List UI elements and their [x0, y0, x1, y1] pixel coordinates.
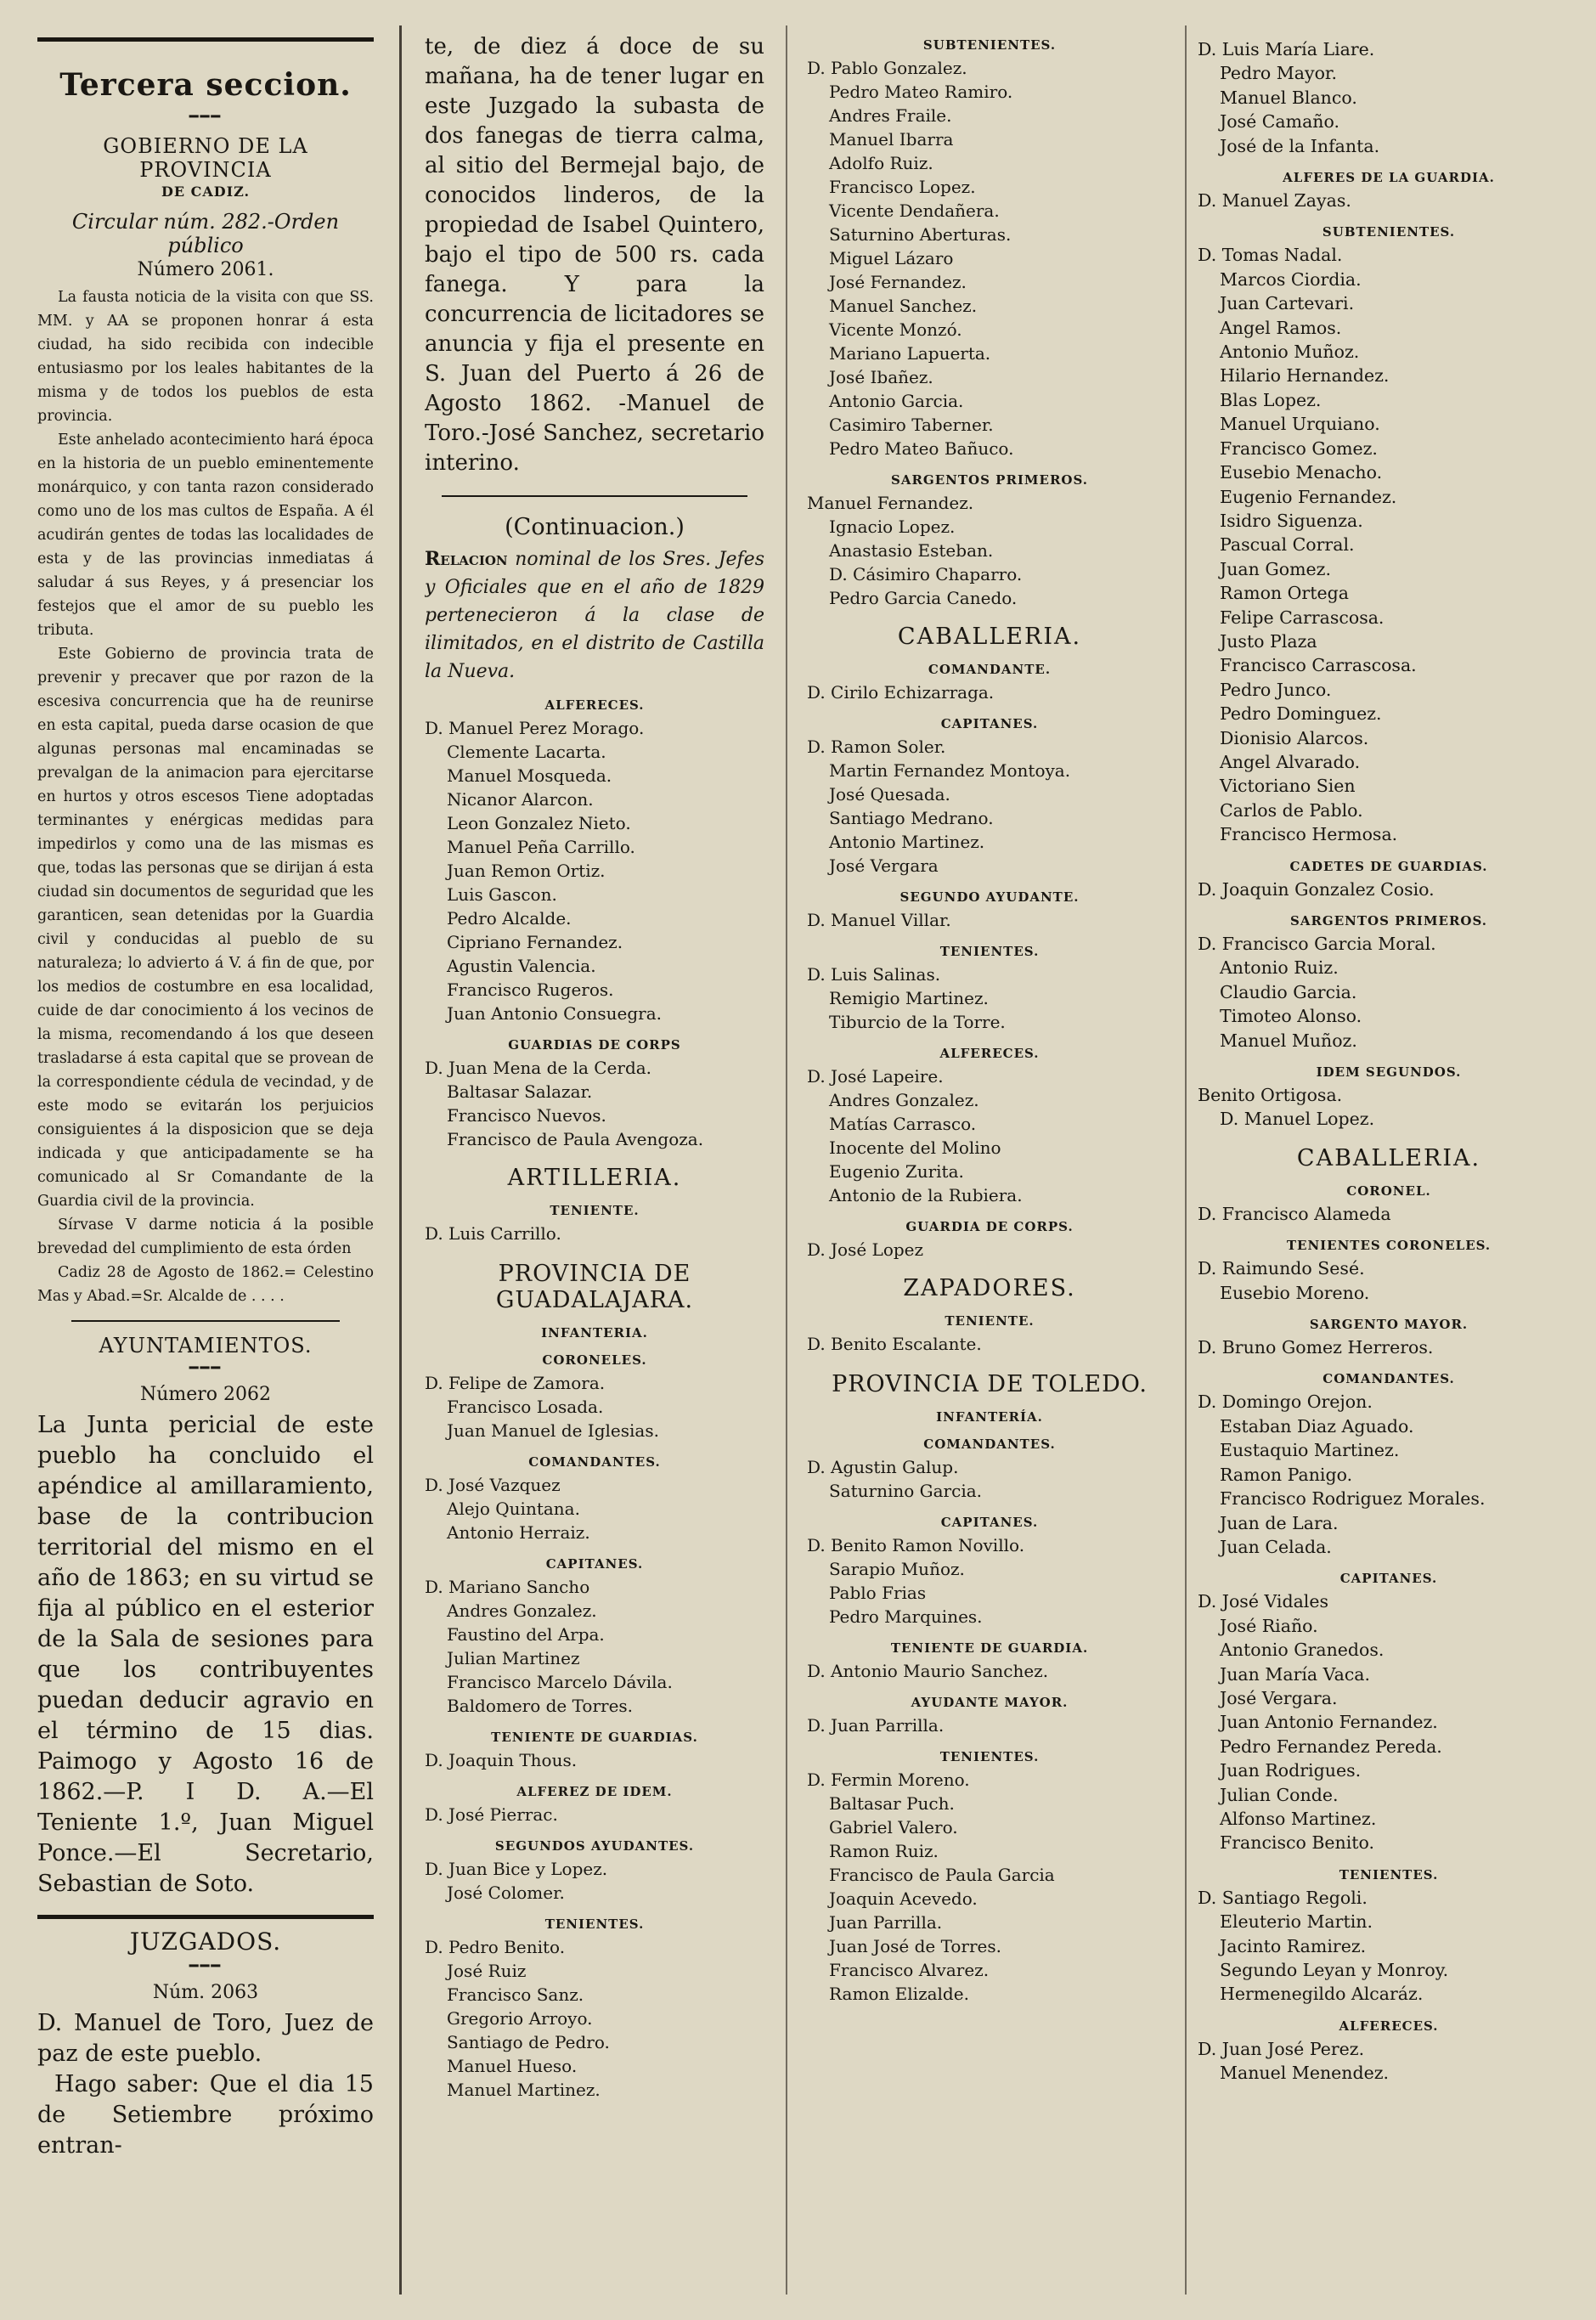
continuation-heading: (Continuacion.) — [505, 514, 685, 540]
paragraph: D. Manuel de Toro, Juez de paz de este pueblo. — [37, 2010, 374, 2067]
name-entry: Eugenio Zurita. — [829, 1161, 964, 1182]
name-entry: Ramon Elizalde. — [829, 1984, 969, 2004]
rank-heading: SEGUNDOS AYUDANTES. — [494, 1838, 695, 1854]
name-entry: José Ruiz — [447, 1961, 527, 1981]
name-entry: D. Benito Escalante. — [807, 1334, 982, 1354]
name-entry: Manuel Peña Carrillo. — [447, 837, 635, 857]
rank-heading: COMANDANTES. — [1322, 1371, 1455, 1387]
name-entry: Victoriano Sien — [1220, 776, 1356, 797]
paragraph: La fausta noticia de la visita con que SS. MM. y AA se proponen honrar á esta ciudad, ha sido recibida con indecible entusiasmo por los leales habitantes de la misma y de todos los pueblos de esta provincia. — [37, 289, 374, 425]
name-entry: Sarapio Muñoz. — [829, 1559, 965, 1579]
rank-heading: CAPITANES. — [940, 1515, 1039, 1530]
name-entry: Eleuterio Martin. — [1220, 1911, 1373, 1933]
name-entry: Matías Carrasco. — [829, 1114, 977, 1134]
rank-heading: CORONELES. — [542, 1352, 647, 1368]
name-entry: D. Raimundo Sesé. — [1198, 1258, 1365, 1279]
name-list — [807, 1455, 1172, 1503]
name-entry: D. José Vazquez — [425, 1475, 561, 1495]
rank-heading: CAPITANES. — [1339, 1571, 1438, 1587]
name-list — [807, 1659, 1172, 1683]
name-entry: Pedro Alcalde. — [447, 908, 572, 929]
rank-heading: COMANDANTE. — [928, 662, 1052, 677]
name-entry: Juan Cartevari. — [1220, 293, 1355, 314]
name-entry: Juan Manuel de Iglesias. — [447, 1420, 659, 1441]
ornament: ━━━ — [189, 1359, 223, 1377]
name-entry: Pedro Dominguez. — [1220, 703, 1382, 725]
name-entry: D. Cirilo Echizarraga. — [807, 682, 995, 703]
rank-heading: SARGENTOS PRIMEROS. — [890, 472, 1089, 488]
name-list — [1198, 2037, 1580, 2086]
column-rule — [786, 25, 787, 2295]
name-entry: Antonio Martinez. — [829, 832, 985, 852]
name-entry: Angel Ramos. — [1220, 317, 1342, 338]
name-entry: D. Santiago Regoli. — [1198, 1887, 1368, 1908]
name-entry: Francisco de Paula Garcia — [829, 1865, 1055, 1885]
name-entry: Antonio Herraiz. — [447, 1522, 590, 1543]
name-entry: D. Domingo Orejon. — [1198, 1391, 1373, 1413]
name-entry: Pedro Garcia Canedo. — [829, 588, 1018, 608]
name-entry: Julian Conde. — [1220, 1784, 1339, 1805]
name-entry: Martin Fernandez Montoya. — [829, 760, 1071, 781]
name-list — [1198, 1083, 1580, 1132]
rank-heading: TENIENTES. — [544, 1916, 645, 1932]
rank-heading: SUBTENIENTES. — [922, 37, 1057, 53]
rank-heading: CADETES DE GUARDIAS. — [1289, 858, 1488, 874]
name-entry: D. Felipe de Zamora. — [425, 1373, 606, 1393]
notice-number: Número 2061. — [137, 259, 274, 280]
name-list — [425, 1803, 764, 1826]
ayuntamientos-title: AYUNTAMIENTOS. — [99, 1334, 313, 1358]
section-rule — [37, 1915, 374, 1919]
rank-heading: CAPITANES. — [545, 1556, 644, 1572]
column-1 — [37, 32, 374, 2303]
name-entry: Pedro Mateo Bañuco. — [829, 438, 1014, 459]
column-rule — [399, 25, 402, 2295]
name-entry: D. Agustin Galup. — [807, 1457, 959, 1477]
name-list — [1198, 243, 1580, 846]
name-entry: Alejo Quintana. — [447, 1499, 580, 1519]
name-entry: Eusebio Moreno. — [1220, 1282, 1370, 1303]
name-entry: Manuel Fernandez. — [807, 493, 974, 513]
name-list — [425, 1222, 764, 1245]
name-entry: Julian Martinez — [447, 1648, 580, 1668]
name-entry: Juan Gomez. — [1220, 558, 1331, 579]
name-list — [425, 1371, 764, 1442]
name-entry: D. Luis Salinas. — [807, 964, 941, 985]
name-entry: José Quesada. — [829, 784, 950, 804]
name-entry: Dionisio Alarcos. — [1220, 727, 1369, 748]
name-entry: Gabriel Valero. — [829, 1817, 958, 1837]
rank-heading: TENIENTES. — [939, 944, 1040, 959]
rank-heading: TENIENTE DE GUARDIA. — [890, 1640, 1089, 1656]
name-entry: Pedro Marquines. — [829, 1606, 983, 1627]
name-entry: Francisco Gomez. — [1220, 437, 1378, 459]
name-entry: Leon Gonzalez Nieto. — [447, 813, 631, 833]
name-entry: Benito Ortigosa. — [1198, 1085, 1343, 1106]
relation-text: nominal de los Sres. Jefes y Oficiales que en el año de 1829 pertenecieron á la clase de ilimitados, en el distrito de Castilla la Nueva. — [425, 549, 764, 682]
name-entry: D. José Pierrac. — [425, 1804, 558, 1825]
name-list — [807, 56, 1172, 460]
name-entry: D. Luis Carrillo. — [425, 1223, 561, 1244]
name-entry: José Ibañez. — [829, 367, 933, 387]
name-entry: Manuel Muñoz. — [1220, 1030, 1357, 1051]
name-entry: Eusebio Menacho. — [1220, 462, 1383, 483]
name-entry: D. Joaquin Gonzalez Cosio. — [1198, 878, 1435, 900]
rank-heading: TENIENTE. — [945, 1313, 1035, 1329]
name-entry: D. José Lopez — [807, 1239, 924, 1260]
name-entry: Baltasar Puch. — [829, 1793, 955, 1814]
name-entry: Santiago Medrano. — [829, 808, 994, 828]
name-entry: Antonio Ruiz. — [1220, 957, 1339, 979]
name-entry: Eugenio Fernandez. — [1220, 486, 1397, 507]
name-list — [425, 1935, 764, 2102]
paragraph: Sírvase V darme noticia á la posible brevedad del cumplimiento de esta órden — [37, 1216, 374, 1257]
name-entry: D. Manuel Perez Morago. — [425, 718, 645, 738]
rank-heading: TENIENTES. — [939, 1749, 1040, 1764]
name-entry: Antonio Garcia. — [829, 391, 964, 411]
name-entry: D. Ramon Soler. — [807, 737, 946, 757]
name-entry: D. Antonio Maurio Sanchez. — [807, 1661, 1049, 1681]
name-list — [807, 908, 1172, 932]
name-entry: D. Pablo Gonzalez. — [807, 58, 967, 78]
name-entry: José Vergara. — [1220, 1687, 1338, 1708]
name-list — [1198, 1256, 1580, 1305]
notice-number: Núm. 2063 — [152, 1982, 259, 2003]
rank-heading: CAPITANES. — [940, 716, 1039, 731]
arm-heading: INFANTERÍA. — [936, 1409, 1043, 1425]
name-list — [807, 680, 1172, 704]
name-entry: Manuel Menendez. — [1220, 2063, 1390, 2084]
name-entry: D. Joaquin Thous. — [425, 1750, 578, 1770]
name-entry: Inocente del Molino — [829, 1137, 1001, 1158]
name-list — [425, 1748, 764, 1772]
name-entry: Blas Lopez. — [1220, 389, 1322, 410]
name-entry: D. Juan José Perez. — [1198, 2038, 1365, 2059]
name-entry: Timoteo Alonso. — [1220, 1006, 1362, 1027]
name-entry: Tiburcio de la Torre. — [829, 1012, 1006, 1032]
gobierno-subtitle: DE CADIZ. — [161, 183, 251, 200]
name-entry: José Vergara — [829, 855, 939, 876]
column-3 — [807, 37, 1172, 2303]
arm-heading: ARTILLERIA. — [507, 1165, 682, 1191]
name-entry: Juan Antonio Fernandez. — [1220, 1712, 1438, 1733]
name-entry: José Fernandez. — [829, 272, 967, 292]
name-list — [807, 962, 1172, 1034]
circular-title: Circular núm. 282.-Orden público — [71, 210, 340, 257]
section-heading: Tercera seccion. — [59, 67, 352, 103]
name-entry: Baldomero de Torres. — [447, 1696, 634, 1716]
name-list — [807, 1064, 1172, 1207]
name-entry: Agustin Valencia. — [447, 956, 596, 976]
paragraph: Hago saber: Que el dia 15 de Setiembre próximo entran- — [37, 2071, 374, 2159]
name-list — [1198, 1202, 1580, 1226]
ornament: ━━━ — [189, 1957, 223, 1975]
name-list — [1198, 1589, 1580, 1854]
name-entry: D. Fermin Moreno. — [807, 1770, 970, 1790]
name-entry: Francisco Nuevos. — [447, 1105, 606, 1126]
name-entry: Mariano Lapuerta. — [829, 343, 991, 364]
name-entry: D. Pedro Benito. — [425, 1937, 566, 1957]
name-entry: Andres Fraile. — [829, 105, 952, 126]
name-entry: Francisco Sanz. — [447, 1984, 584, 2005]
relation-intro — [425, 545, 764, 686]
paragraph: Este Gobierno de provincia trata de prevenir y precaver que por razon de la escesiva concurrencia que ha de reunirse en esta capital, pueda darse ocasion de que algunas personas mal encaminadas se prevalgan de la animacion para ejercitarse en hurtos y otros escesos Tiene adoptadas terminantes y enérgicas medidas para impedirlos y como una de las mismas es que, todas las personas que se dirijan á esta ciudad sin documentos de seguridad que les garanticen, sean detenidas por la Guardia civil y conducidas al pueblo de su naturaleza; lo advierto á V. á fin de que, por los medios de costumbre en esa localidad, cuide de dar conocimiento á los vecinos de la misma, recomendando á los que deseen trasladarse á esta capital que se provean de la correspondiente cédula de vecindad, y de este modo se evitarán los perjuicios consiguientes á la disposicion que se deja indicada y que anticipadamente se ha comunicado al Sr Comandante de la Guardia civil de la provincia. — [37, 646, 374, 1210]
name-entry: Hermenegildo Alcaráz. — [1220, 1984, 1424, 2005]
rank-heading: IDEM SEGUNDOS. — [1316, 1064, 1462, 1081]
rank-heading: AYUDANTE MAYOR. — [911, 1695, 1069, 1710]
name-entry: Casimiro Taberner. — [829, 415, 994, 435]
name-entry: Francisco Lopez. — [829, 177, 976, 197]
paragraph: Este anhelado acontecimiento hará época en la historia de un pueblo eminentemente monárquico, y con tanta razon considerado como uno de los mas cultos de España. A él acudirán gentes de todas las localidades de esta y de las provincias inmediatas á saludar á sus Reyes, y á presenciar los festejos que el amor de su pueblo les tributa. — [37, 432, 374, 639]
name-entry: Eustaquio Martinez. — [1220, 1440, 1400, 1461]
name-entry: José de la Infanta. — [1220, 135, 1380, 156]
name-list — [807, 735, 1172, 878]
name-entry: Manuel Hueso. — [447, 2056, 578, 2076]
arm-heading: ZAPADORES. — [903, 1275, 1076, 1301]
name-entry: Cipriano Fernandez. — [447, 932, 623, 952]
name-entry: Juan José de Torres. — [829, 1936, 1001, 1956]
arm-heading: CABALLERIA. — [897, 624, 1082, 650]
column-rule — [1185, 25, 1187, 2295]
name-entry: Isidro Siguenza. — [1220, 510, 1363, 531]
name-entry: Manuel Sanchez. — [829, 296, 978, 316]
name-entry: D. Bruno Gomez Herreros. — [1198, 1337, 1434, 1358]
rank-heading: ALFERECES. — [544, 697, 645, 713]
name-entry: Antonio Granedos. — [1220, 1640, 1385, 1661]
rank-heading: SEGUNDO AYUDANTE. — [900, 889, 1080, 905]
name-entry: Hilario Hernandez. — [1220, 365, 1390, 387]
name-entry: Carlos de Pablo. — [1220, 799, 1363, 821]
rank-heading: GUARDIAS DE CORPS — [508, 1037, 681, 1053]
name-entry: D. Manuel Villar. — [807, 910, 951, 930]
name-entry: Francisco Marcelo Dávila. — [447, 1672, 673, 1692]
name-entry: D. Francisco Alameda — [1198, 1203, 1391, 1224]
paragraph: Cadiz 28 de Agosto de 1862.= Celestino Mas y Abad.=Sr. Alcalde de . . . . — [37, 1264, 374, 1305]
arm-heading: CABALLERIA. — [1296, 1144, 1481, 1171]
name-entry: Pedro Junco. — [1220, 679, 1332, 700]
name-list — [807, 1332, 1172, 1356]
name-list — [425, 1857, 764, 1905]
name-entry: Ramon Ruiz. — [829, 1841, 939, 1861]
name-list — [807, 1713, 1172, 1737]
name-entry: Manuel Ibarra — [829, 129, 954, 150]
rank-heading: TENIENTES. — [1339, 1866, 1439, 1883]
name-entry: Miguel Lázaro — [829, 248, 954, 268]
column-2 — [425, 32, 764, 2303]
name-entry: Francisco Rodriguez Morales. — [1220, 1488, 1486, 1510]
name-entry: Manuel Martinez. — [447, 2080, 601, 2100]
name-entry: Juan Antonio Consuegra. — [447, 1003, 662, 1024]
name-entry: Manuel Blanco. — [1220, 87, 1357, 108]
rank-heading: ALFERECES. — [939, 1046, 1040, 1061]
name-entry: Baltasar Salazar. — [447, 1081, 593, 1102]
rank-heading: SARGENTOS PRIMEROS. — [1289, 913, 1488, 929]
name-entry: José Colomer. — [447, 1883, 565, 1903]
name-entry: D. Cásimiro Chaparro. — [829, 564, 1023, 584]
name-entry: Andres Gonzalez. — [447, 1600, 597, 1621]
name-entry: Felipe Carrascosa. — [1220, 607, 1385, 628]
arm-heading: INFANTERIA. — [541, 1325, 648, 1341]
name-entry: Claudio Garcia. — [1220, 981, 1357, 1002]
name-entry: Pedro Mayor. — [1220, 63, 1337, 84]
name-entry: D. Francisco Garcia Moral. — [1198, 934, 1436, 954]
name-entry: Segundo Leyan y Monroy. — [1220, 1960, 1449, 1980]
name-entry: D. Juan Bice y Lopez. — [425, 1859, 608, 1879]
name-entry: D. Tomas Nadal. — [1198, 245, 1343, 266]
name-entry: Gregorio Arroyo. — [447, 2008, 593, 2029]
rank-heading: COMANDANTES. — [923, 1437, 1056, 1452]
name-entry: José Riaño. — [1220, 1615, 1318, 1636]
name-entry: Pascual Corral. — [1220, 534, 1355, 556]
name-entry: Vicente Monzó. — [829, 319, 962, 340]
name-list — [1198, 878, 1580, 901]
name-entry: Francisco Carrascosa. — [1220, 655, 1417, 676]
name-entry: Antonio Muñoz. — [1220, 342, 1360, 363]
name-entry: Joaquin Acevedo. — [829, 1888, 978, 1909]
rank-heading: GUARDIA DE CORPS. — [905, 1219, 1074, 1234]
name-entry: Antonio de la Rubiera. — [829, 1185, 1023, 1205]
name-entry: Remigio Martinez. — [829, 988, 989, 1008]
name-entry: Alfonso Martinez. — [1220, 1808, 1377, 1829]
gobierno-title: GOBIERNO DE LA PROVINCIA — [103, 134, 308, 182]
name-entry: Ramon Ortega — [1220, 583, 1349, 604]
name-entry: Saturnino Garcia. — [829, 1481, 982, 1501]
rank-heading: CORONEL. — [1346, 1183, 1431, 1199]
paragraph: La Junta pericial de este pueblo ha concluido el apéndice al amillaramiento, base de la contribucion territorial del mismo en el año de 1863; en su virtud se fija al público en el esterior de la Sala de sesiones para que los contribuyentes puedan deducir agravio en el término de 15 dias. Paimogo y Agosto 16 de 1862.—P. I D. A.—El Teniente 1.º, Juan Miguel Ponce.—El Secretario, Sebastian de Soto. — [37, 1412, 374, 1897]
notice-number: Número 2062 — [139, 1384, 272, 1405]
name-entry: Anastasio Esteban. — [829, 540, 994, 561]
name-entry: Clemente Lacarta. — [447, 742, 606, 762]
name-entry: José Camaño. — [1220, 111, 1339, 133]
name-entry: Nicanor Alarcon. — [447, 789, 594, 810]
name-entry: Justo Plaza — [1220, 630, 1317, 652]
name-list — [807, 1768, 1172, 2006]
name-entry: D. Mariano Sancho — [425, 1577, 590, 1597]
name-entry: D. Manuel Lopez. — [1220, 1109, 1375, 1130]
name-entry: D. Manuel Zayas. — [1198, 190, 1351, 212]
name-entry: Santiago de Pedro. — [447, 2032, 610, 2052]
name-entry: Jacinto Ramirez. — [1220, 1935, 1367, 1956]
name-entry: Estaban Diaz Aguado. — [1220, 1415, 1414, 1437]
name-list — [1198, 1335, 1580, 1359]
name-entry: Faustino del Arpa. — [447, 1624, 605, 1645]
juzgados-title: JUZGADOS. — [129, 1928, 282, 1956]
name-entry: Francisco Losada. — [447, 1397, 604, 1417]
name-list — [425, 1056, 764, 1151]
name-list — [1198, 932, 1580, 1053]
name-list — [807, 491, 1172, 610]
name-entry: D. José Lapeire. — [807, 1066, 944, 1087]
name-list — [807, 1238, 1172, 1262]
name-entry: Ramon Panigo. — [1220, 1464, 1353, 1485]
name-list — [425, 716, 764, 1025]
relation-lead: Relacion — [425, 548, 508, 570]
rank-heading: ALFEREZ DE IDEM. — [516, 1784, 673, 1799]
name-entry: Pablo Frias — [829, 1583, 927, 1603]
name-entry: Manuel Mosqueda. — [447, 765, 612, 786]
name-entry: Juan de Lara. — [1220, 1512, 1339, 1533]
name-entry: Manuel Urquiano. — [1220, 414, 1380, 435]
rank-heading: TENIENTE DE GUARDIAS. — [491, 1730, 698, 1745]
rank-heading: ALFERES DE LA GUARDIA. — [1283, 170, 1495, 186]
name-list — [1198, 189, 1580, 212]
name-entry: Francisco Alvarez. — [829, 1960, 990, 1980]
ornament: ━━━ — [189, 108, 223, 126]
name-entry: Juan María Vaca. — [1220, 1663, 1371, 1685]
rank-heading: SUBTENIENTES. — [1322, 224, 1456, 240]
name-entry: Pedro Fernandez Pereda. — [1220, 1736, 1442, 1757]
name-entry: Pedro Mateo Ramiro. — [829, 82, 1013, 102]
name-entry: Francisco Benito. — [1220, 1832, 1375, 1854]
rank-heading: SARGENTO MAYOR. — [1309, 1317, 1469, 1333]
name-list — [425, 1575, 764, 1718]
name-entry: Angel Alvarado. — [1220, 751, 1361, 772]
name-list — [1198, 37, 1580, 158]
name-entry: D. José Vidales — [1198, 1591, 1329, 1612]
rank-heading: TENIENTE. — [550, 1203, 640, 1218]
name-entry: D. Juan Parrilla. — [807, 1715, 945, 1736]
column-4 — [1198, 37, 1580, 2303]
rank-heading: COMANDANTES. — [528, 1454, 661, 1470]
name-entry: D. Luis María Liare. — [1198, 39, 1375, 59]
name-entry: Juan Remon Ortiz. — [447, 861, 606, 881]
name-entry: Marcos Ciordia. — [1220, 268, 1362, 290]
section-rule — [37, 37, 374, 42]
name-entry: Francisco de Paula Avengoza. — [447, 1129, 704, 1149]
name-entry: Luis Gascon. — [447, 884, 557, 905]
rank-heading: TENIENTES CORONELES. — [1286, 1238, 1492, 1254]
name-entry: D. Benito Ramon Novillo. — [807, 1535, 1025, 1555]
name-list — [1198, 1886, 1580, 2007]
name-list — [425, 1473, 764, 1544]
name-entry: D. Juan Mena de la Cerda. — [425, 1058, 652, 1078]
divider — [442, 495, 747, 497]
name-entry: Vicente Dendañera. — [829, 200, 1000, 221]
name-list — [1198, 1390, 1580, 1559]
province-heading: PROVINCIA DE GUADALAJARA. — [495, 1261, 694, 1313]
name-entry: Juan Celada. — [1220, 1536, 1332, 1557]
name-entry: Adolfo Ruiz. — [829, 153, 933, 173]
divider — [71, 1320, 340, 1322]
name-entry: Saturnino Aberturas. — [829, 224, 1012, 245]
name-entry: Andres Gonzalez. — [829, 1090, 979, 1110]
name-entry: Francisco Rugeros. — [447, 979, 614, 1000]
province-heading: PROVINCIA DE TOLEDO. — [832, 1371, 1148, 1397]
rank-heading: ALFERECES. — [1339, 2018, 1439, 2034]
name-entry: Juan Parrilla. — [829, 1912, 943, 1933]
paragraph: te, de diez á doce de su mañana, ha de tener lugar en este Juzgado la subasta de dos fanegas de tierra calma, al sitio del Bermejal bajo, de conocidos linderos, de la propiedad de Isabel Quintero, bajo el tipo de 500 rs. cada fanega. Y para la concurrencia de licitadores se anuncia y fija el presente en S. Juan del Puerto á 26 de Agosto 1862. -Manuel de Toro.-José Sanchez, secretario interino. — [425, 34, 764, 476]
name-entry: Ignacio Lopez. — [829, 516, 956, 537]
name-entry: Juan Rodrigues. — [1220, 1760, 1362, 1781]
name-list — [807, 1533, 1172, 1629]
name-entry: Francisco Hermosa. — [1220, 824, 1398, 845]
